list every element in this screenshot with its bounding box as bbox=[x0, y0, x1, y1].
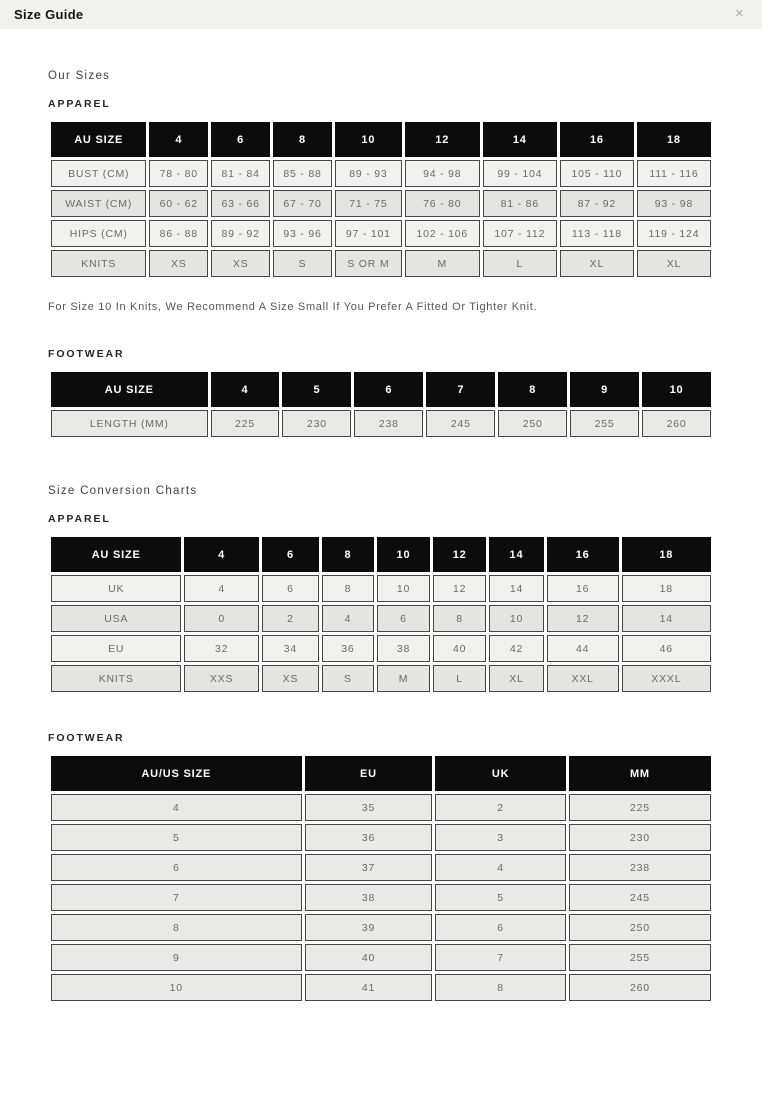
value-cell: 102 - 106 bbox=[405, 220, 480, 247]
value-cell: 89 - 92 bbox=[211, 220, 270, 247]
value-cell: 40 bbox=[433, 635, 486, 662]
value-cell: S bbox=[322, 665, 374, 692]
row-label-cell: KNITS bbox=[51, 250, 146, 277]
value-cell: XS bbox=[262, 665, 319, 692]
value-cell: 245 bbox=[569, 884, 711, 911]
table-row bbox=[51, 605, 711, 632]
value-cell: 34 bbox=[262, 635, 319, 662]
value-cell: L bbox=[433, 665, 486, 692]
value-cell: 36 bbox=[322, 635, 374, 662]
value-cell: 97 - 101 bbox=[335, 220, 402, 247]
value-cell: 4 bbox=[322, 605, 374, 632]
value-cell: 14 bbox=[489, 575, 544, 602]
value-cell: 81 - 84 bbox=[211, 160, 270, 187]
value-cell: 37 bbox=[305, 854, 433, 881]
page-title: Size Guide bbox=[14, 7, 84, 22]
apparel-conversion-table bbox=[48, 534, 714, 695]
apparel-sizes-table bbox=[48, 119, 714, 280]
value-cell: 119 - 124 bbox=[637, 220, 711, 247]
value-cell: 99 - 104 bbox=[483, 160, 557, 187]
column-header: 8 bbox=[322, 537, 374, 572]
value-cell: 230 bbox=[282, 410, 351, 437]
row-label-cell: 8 bbox=[51, 914, 302, 941]
value-cell: 39 bbox=[305, 914, 433, 941]
column-header: 8 bbox=[273, 122, 332, 157]
column-header: 6 bbox=[211, 122, 270, 157]
row-label-cell: LENGTH (MM) bbox=[51, 410, 208, 437]
value-cell: 14 bbox=[622, 605, 711, 632]
value-cell: 60 - 62 bbox=[149, 190, 208, 217]
row-label-cell: 9 bbox=[51, 944, 302, 971]
close-icon[interactable]: ✕ bbox=[734, 8, 744, 20]
value-cell: 255 bbox=[570, 410, 639, 437]
header-row bbox=[51, 372, 711, 407]
value-cell: 8 bbox=[435, 974, 566, 1001]
table-row bbox=[51, 914, 711, 941]
row-label-cell: HIPS (CM) bbox=[51, 220, 146, 247]
value-cell: 67 - 70 bbox=[273, 190, 332, 217]
table-row bbox=[51, 220, 711, 247]
row-label-cell: WAIST (CM) bbox=[51, 190, 146, 217]
value-cell: XS bbox=[211, 250, 270, 277]
column-header: 12 bbox=[433, 537, 486, 572]
value-cell: 46 bbox=[622, 635, 711, 662]
value-cell: 89 - 93 bbox=[335, 160, 402, 187]
column-header: 12 bbox=[405, 122, 480, 157]
table-row bbox=[51, 884, 711, 911]
value-cell: 40 bbox=[305, 944, 433, 971]
value-cell: 2 bbox=[435, 794, 566, 821]
value-cell: 105 - 110 bbox=[560, 160, 634, 187]
value-cell: 32 bbox=[184, 635, 259, 662]
column-header: 4 bbox=[184, 537, 259, 572]
table-row bbox=[51, 635, 711, 662]
row-label-cell: EU bbox=[51, 635, 181, 662]
row-label-cell: UK bbox=[51, 575, 181, 602]
value-cell: 0 bbox=[184, 605, 259, 632]
column-header: AU SIZE bbox=[51, 537, 181, 572]
column-header: 8 bbox=[498, 372, 567, 407]
column-header: MM bbox=[569, 756, 711, 791]
value-cell: 5 bbox=[435, 884, 566, 911]
column-header: 6 bbox=[354, 372, 423, 407]
value-cell: 245 bbox=[426, 410, 495, 437]
value-cell: 8 bbox=[322, 575, 374, 602]
column-header: AU SIZE bbox=[51, 122, 146, 157]
value-cell: 4 bbox=[184, 575, 259, 602]
header-row bbox=[51, 756, 711, 791]
column-header: 16 bbox=[560, 122, 634, 157]
our-sizes-heading: Our Sizes bbox=[48, 70, 111, 82]
column-header: 4 bbox=[149, 122, 208, 157]
value-cell: XL bbox=[560, 250, 634, 277]
table-row bbox=[51, 974, 711, 1001]
value-cell: 94 - 98 bbox=[405, 160, 480, 187]
table-row bbox=[51, 410, 711, 437]
column-header: UK bbox=[435, 756, 566, 791]
value-cell: 230 bbox=[569, 824, 711, 851]
footwear-conversion-label: FOOTWEAR bbox=[48, 732, 125, 744]
conversion-charts-heading: Size Conversion Charts bbox=[48, 485, 198, 497]
value-cell: 85 - 88 bbox=[273, 160, 332, 187]
table-row bbox=[51, 944, 711, 971]
row-label-cell: 4 bbox=[51, 794, 302, 821]
value-cell: M bbox=[377, 665, 430, 692]
value-cell: S OR M bbox=[335, 250, 402, 277]
value-cell: 2 bbox=[262, 605, 319, 632]
value-cell: 12 bbox=[547, 605, 619, 632]
value-cell: 38 bbox=[305, 884, 433, 911]
row-label-cell: 7 bbox=[51, 884, 302, 911]
value-cell: XXL bbox=[547, 665, 619, 692]
column-header: 7 bbox=[426, 372, 495, 407]
value-cell: 42 bbox=[489, 635, 544, 662]
column-header: 14 bbox=[489, 537, 544, 572]
row-label-cell: 5 bbox=[51, 824, 302, 851]
table-row bbox=[51, 250, 711, 277]
column-header: 5 bbox=[282, 372, 351, 407]
value-cell: XL bbox=[489, 665, 544, 692]
footwear-sizes-table bbox=[48, 369, 714, 440]
column-header: 10 bbox=[335, 122, 402, 157]
value-cell: 44 bbox=[547, 635, 619, 662]
value-cell: 36 bbox=[305, 824, 433, 851]
value-cell: 111 - 116 bbox=[637, 160, 711, 187]
column-header: AU/US SIZE bbox=[51, 756, 302, 791]
table-row bbox=[51, 794, 711, 821]
column-header: 10 bbox=[642, 372, 711, 407]
value-cell: 7 bbox=[435, 944, 566, 971]
apparel-sizes-label: APPAREL bbox=[48, 98, 111, 110]
value-cell: 81 - 86 bbox=[483, 190, 557, 217]
column-header: EU bbox=[305, 756, 433, 791]
column-header: AU SIZE bbox=[51, 372, 208, 407]
column-header: 10 bbox=[377, 537, 430, 572]
value-cell: 87 - 92 bbox=[560, 190, 634, 217]
value-cell: 4 bbox=[435, 854, 566, 881]
column-header: 18 bbox=[637, 122, 711, 157]
size-guide-content bbox=[0, 29, 762, 1064]
column-header: 9 bbox=[570, 372, 639, 407]
value-cell: XL bbox=[637, 250, 711, 277]
value-cell: 260 bbox=[642, 410, 711, 437]
apparel-conversion-label: APPAREL bbox=[48, 513, 111, 525]
value-cell: 8 bbox=[433, 605, 486, 632]
column-header: 18 bbox=[622, 537, 711, 572]
value-cell: 12 bbox=[433, 575, 486, 602]
column-header: 6 bbox=[262, 537, 319, 572]
value-cell: 255 bbox=[569, 944, 711, 971]
table-row bbox=[51, 665, 711, 692]
table-row bbox=[51, 190, 711, 217]
value-cell: 250 bbox=[569, 914, 711, 941]
value-cell: 63 - 66 bbox=[211, 190, 270, 217]
footwear-sizes-label: FOOTWEAR bbox=[48, 348, 125, 360]
value-cell: 38 bbox=[377, 635, 430, 662]
row-label-cell: BUST (CM) bbox=[51, 160, 146, 187]
value-cell: 225 bbox=[211, 410, 280, 437]
value-cell: 107 - 112 bbox=[483, 220, 557, 247]
row-label-cell: USA bbox=[51, 605, 181, 632]
value-cell: 35 bbox=[305, 794, 433, 821]
value-cell: 76 - 80 bbox=[405, 190, 480, 217]
value-cell: 71 - 75 bbox=[335, 190, 402, 217]
column-header: 14 bbox=[483, 122, 557, 157]
value-cell: 260 bbox=[569, 974, 711, 1001]
value-cell: 238 bbox=[354, 410, 423, 437]
size-guide-topbar bbox=[0, 0, 762, 29]
value-cell: XS bbox=[149, 250, 208, 277]
value-cell: 18 bbox=[622, 575, 711, 602]
value-cell: 6 bbox=[377, 605, 430, 632]
value-cell: 93 - 96 bbox=[273, 220, 332, 247]
value-cell: 10 bbox=[377, 575, 430, 602]
value-cell: 86 - 88 bbox=[149, 220, 208, 247]
value-cell: 225 bbox=[569, 794, 711, 821]
value-cell: 41 bbox=[305, 974, 433, 1001]
header-row bbox=[51, 122, 711, 157]
value-cell: 10 bbox=[489, 605, 544, 632]
table-row bbox=[51, 575, 711, 602]
value-cell: XXXL bbox=[622, 665, 711, 692]
table-row bbox=[51, 160, 711, 187]
value-cell: M bbox=[405, 250, 480, 277]
value-cell: XXS bbox=[184, 665, 259, 692]
value-cell: 16 bbox=[547, 575, 619, 602]
header-row bbox=[51, 537, 711, 572]
value-cell: L bbox=[483, 250, 557, 277]
value-cell: 6 bbox=[435, 914, 566, 941]
knits-note: For Size 10 In Knits, We Recommend A Size Small If You Prefer A Fitted Or Tighter Knit. bbox=[48, 301, 538, 313]
value-cell: 250 bbox=[498, 410, 567, 437]
column-header: 16 bbox=[547, 537, 619, 572]
value-cell: 93 - 98 bbox=[637, 190, 711, 217]
column-header: 4 bbox=[211, 372, 280, 407]
value-cell: 113 - 118 bbox=[560, 220, 634, 247]
footwear-conversion-table bbox=[48, 753, 714, 1004]
row-label-cell: KNITS bbox=[51, 665, 181, 692]
table-row bbox=[51, 854, 711, 881]
value-cell: 6 bbox=[262, 575, 319, 602]
row-label-cell: 10 bbox=[51, 974, 302, 1001]
row-label-cell: 6 bbox=[51, 854, 302, 881]
value-cell: S bbox=[273, 250, 332, 277]
value-cell: 238 bbox=[569, 854, 711, 881]
value-cell: 78 - 80 bbox=[149, 160, 208, 187]
table-row bbox=[51, 824, 711, 851]
value-cell: 3 bbox=[435, 824, 566, 851]
